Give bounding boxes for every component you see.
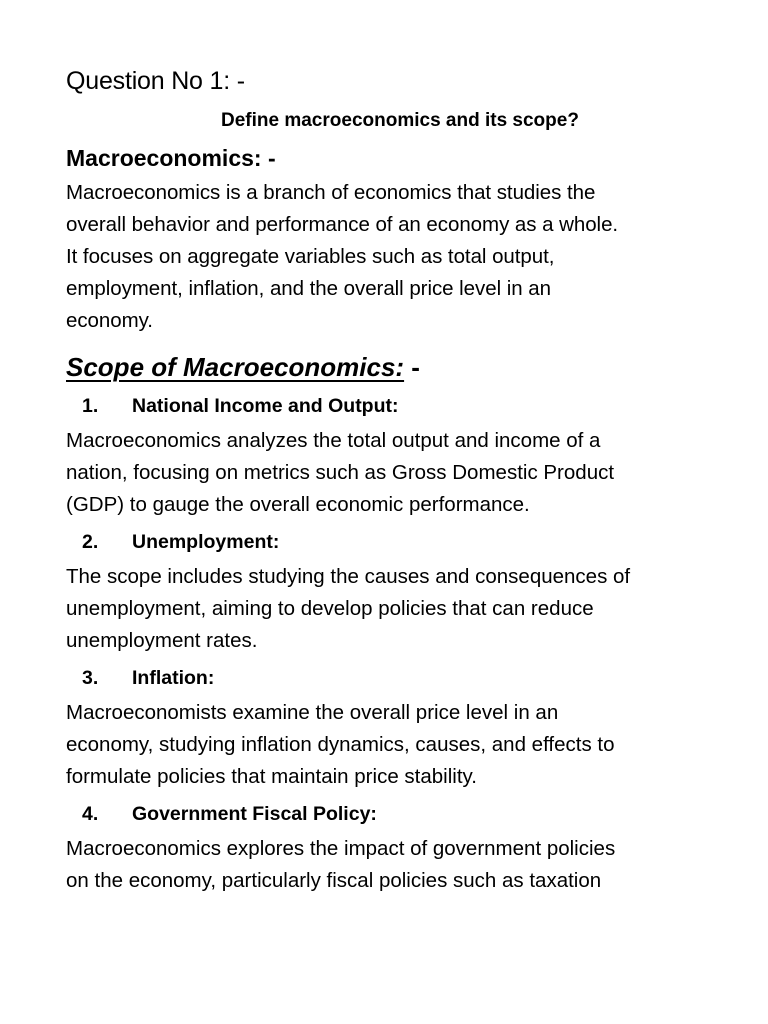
definition-line: overall behavior and performance of an economy as a whole. [66,213,619,236]
scope-item-line: Macroeconomics analyzes the total output and income of a [66,429,601,452]
scope-item-heading [66,663,716,693]
scope-item-label: Unemployment: [132,531,280,553]
scope-item-line: nation, focusing on metrics such as Gross Domestic Product [66,461,615,484]
definition-line: employment, inflation, and the overall price level in an [66,277,551,300]
scope-item-label: Inflation: [132,667,215,689]
scope-item-paragraph [66,561,716,657]
scope-item-line: on the economy, particularly fiscal policies such as taxation [66,869,602,892]
scope-item-label: Government Fiscal Policy: [132,803,377,825]
scope-item-line: unemployment, aiming to develop policies that can reduce [66,597,594,620]
scope-item-line: unemployment rates. [66,629,258,652]
scope-item-paragraph [66,833,716,897]
scope-item-line: (GDP) to gauge the overall economic performance. [66,493,530,516]
scope-item-line: The scope includes studying the causes and consequences of [66,565,631,588]
scope-item-line: Macroeconomics explores the impact of government policies [66,837,616,860]
scope-item-heading [66,527,716,557]
scope-item-number: 2. [82,531,99,553]
question-prompt: Define macroeconomics and its scope? [221,110,579,131]
question-title: Question No 1: - [66,67,245,95]
definition-line: It focuses on aggregate variables such as total output, [66,245,555,268]
scope-item-line: economy, studying inflation dynamics, causes, and effects to [66,733,615,756]
definition-heading: Macroeconomics: - [66,145,276,171]
scope-item-heading [66,391,716,421]
definition-line: economy. [66,309,153,332]
scope-item-heading [66,799,716,829]
scope-item-line: Macroeconomists examine the overall price level in an [66,701,559,724]
scope-item-paragraph [66,425,716,521]
scope-item-paragraph [66,697,716,793]
document-content [66,62,716,897]
scope-heading-text: Scope of Macroeconomics: [66,352,405,382]
scope-heading-suffix: - [404,352,420,382]
scope-heading [66,349,716,385]
scope-item-line: formulate policies that maintain price stability. [66,765,477,788]
scope-item-number: 4. [82,803,99,825]
scope-item-label: National Income and Output: [132,395,399,417]
scope-item-number: 3. [82,667,99,689]
definition-paragraph [66,177,716,337]
definition-line: Macroeconomics is a branch of economics that studies the [66,181,596,204]
scope-item-number: 1. [82,395,99,417]
